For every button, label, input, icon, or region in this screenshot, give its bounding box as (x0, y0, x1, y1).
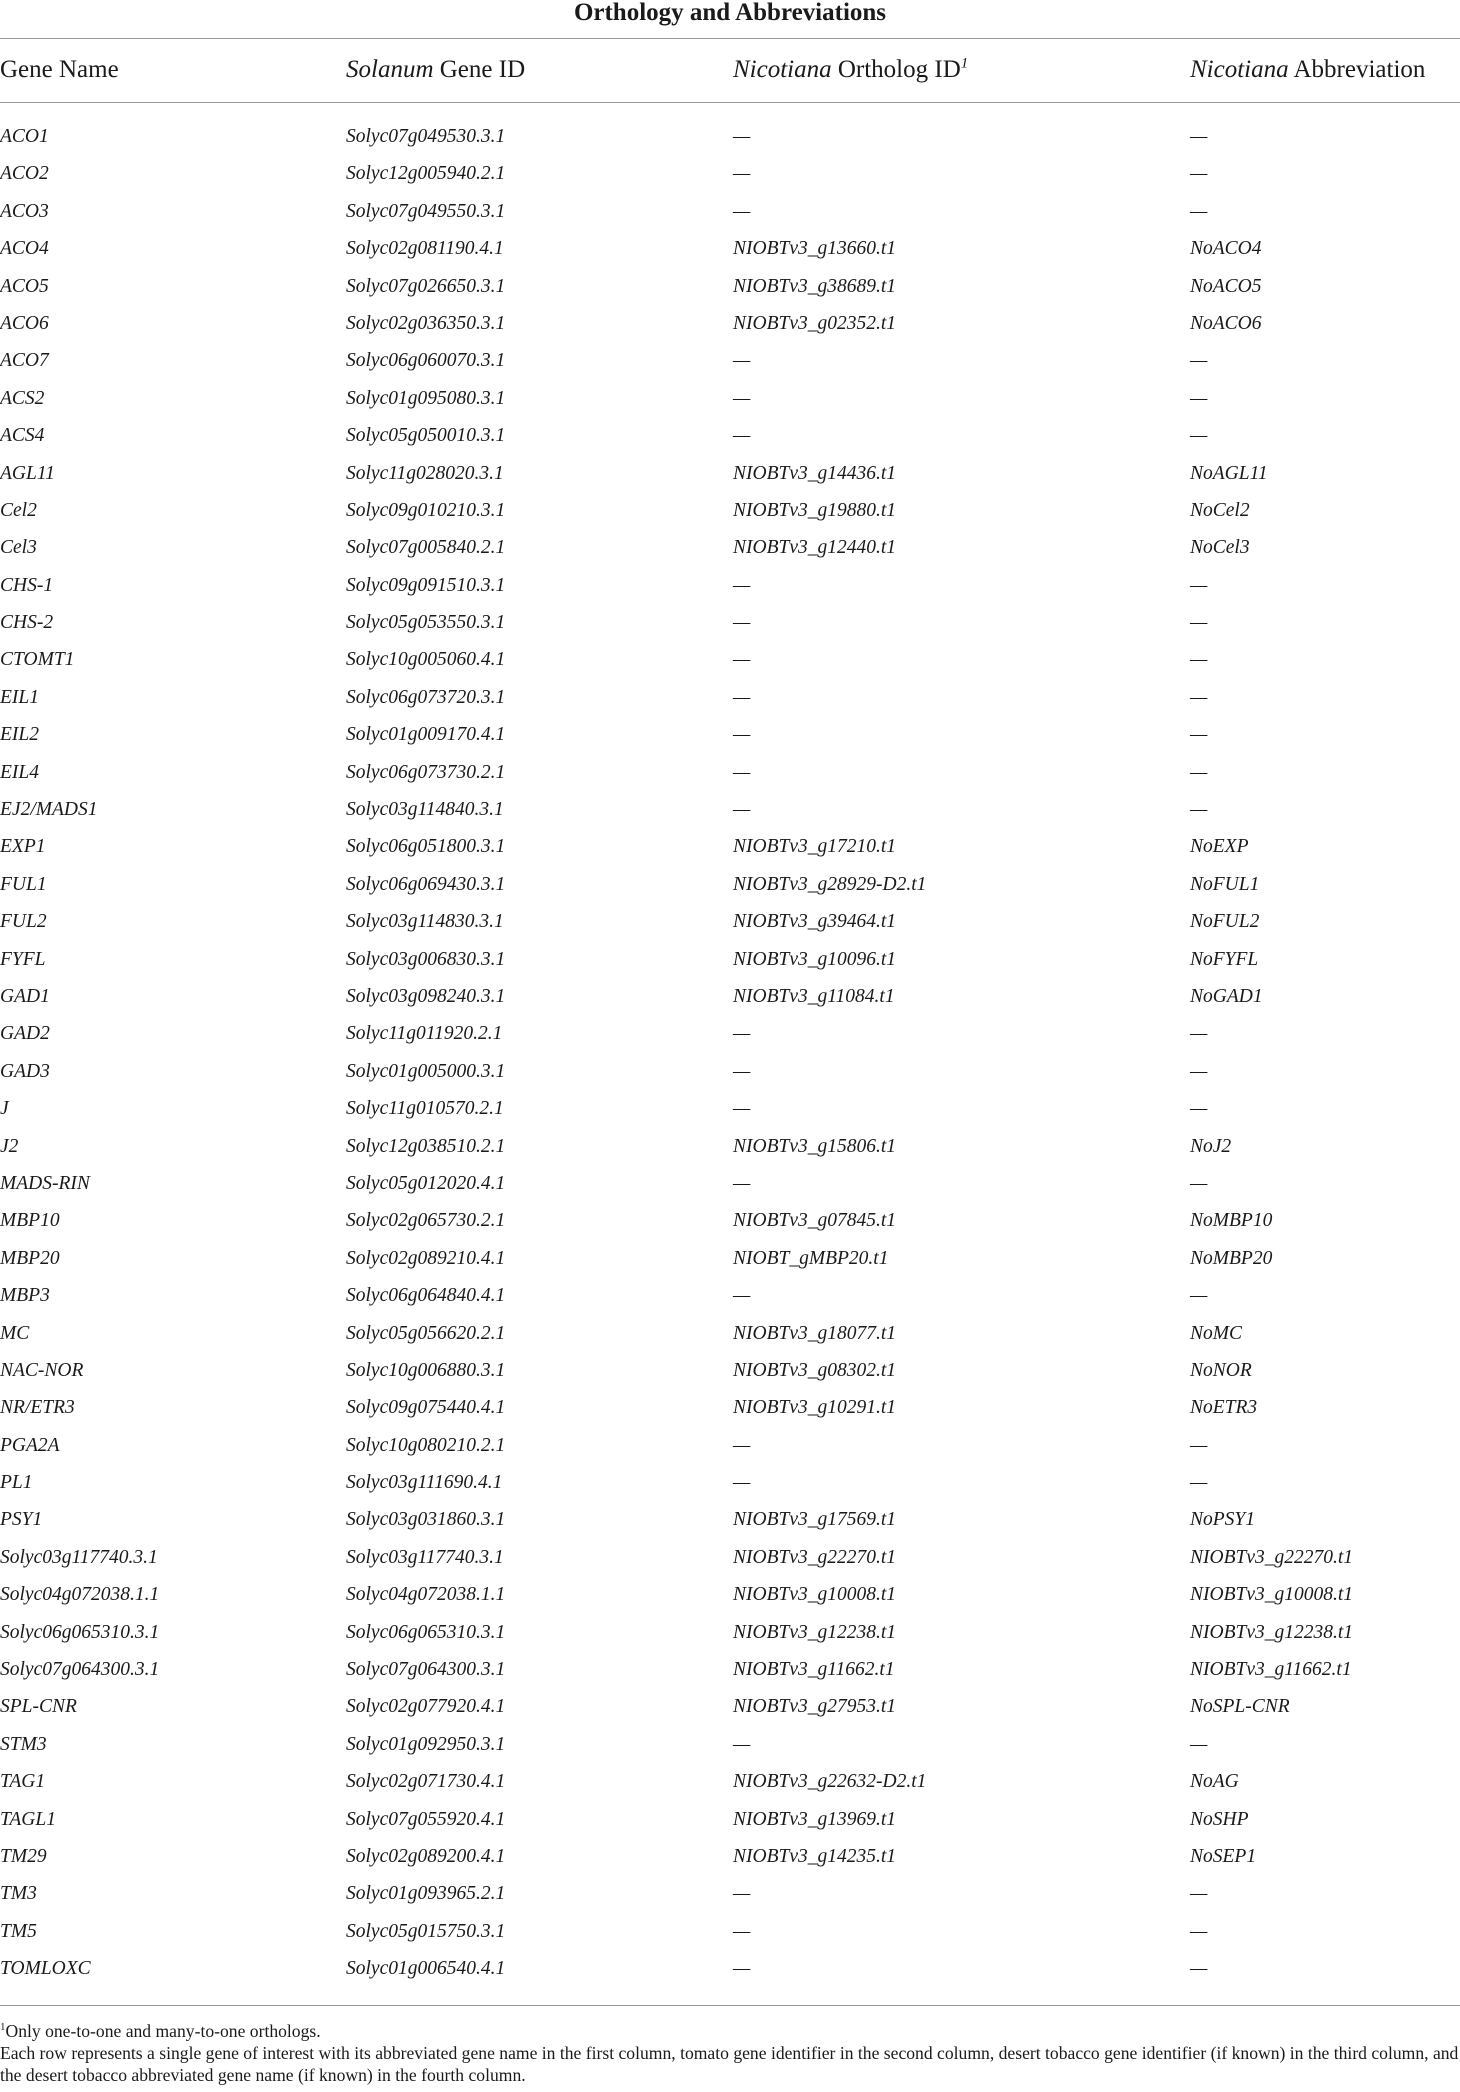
cell-solanum-gene-id: Solyc07g055920.4.1 (346, 1808, 506, 1830)
cell-gene-name: Solyc07g064300.3.1 (0, 1659, 160, 1681)
cell-nicotiana-ortholog-id: — (733, 1958, 751, 1980)
cell-solanum-gene-id: Solyc02g089200.4.1 (346, 1845, 506, 1867)
cell-nicotiana-ortholog-id: NIOBTv3_g10291.t1 (733, 1397, 897, 1419)
cell-nicotiana-abbreviation: NoSEP1 (1190, 1845, 1257, 1867)
cell-nicotiana-abbreviation: — (1190, 686, 1208, 708)
cell-gene-name: ACS4 (0, 425, 45, 447)
cell-nicotiana-ortholog-id: — (733, 761, 751, 783)
cell-solanum-gene-id: Solyc11g011920.2.1 (346, 1023, 503, 1045)
cell-nicotiana-ortholog-id: — (733, 1172, 751, 1194)
cell-gene-name: TM3 (0, 1883, 37, 1905)
cell-nicotiana-abbreviation: NoCel2 (1190, 499, 1250, 521)
cell-nicotiana-ortholog-id: NIOBTv3_g19880.t1 (733, 499, 897, 521)
table-caption: Orthology and Abbreviations (573, 0, 887, 26)
cell-gene-name: AGL11 (0, 462, 55, 484)
cell-gene-name: TAGL1 (0, 1808, 56, 1830)
cell-solanum-gene-id: Solyc03g098240.3.1 (346, 985, 506, 1007)
cell-nicotiana-abbreviation: — (1190, 1920, 1208, 1942)
cell-nicotiana-abbreviation: — (1190, 574, 1208, 596)
table-row (0, 754, 1460, 791)
table-row (0, 1128, 1460, 1165)
cell-nicotiana-ortholog-id: — (733, 1733, 751, 1755)
cell-nicotiana-ortholog-id: NIOBT_gMBP20.t1 (733, 1247, 889, 1269)
cell-nicotiana-ortholog-id: NIOBTv3_g14436.t1 (733, 462, 897, 484)
table-row (0, 1539, 1460, 1576)
cell-gene-name: TM5 (0, 1920, 37, 1942)
cell-nicotiana-ortholog-id: — (733, 163, 751, 185)
cell-gene-name: NAC-NOR (0, 1359, 84, 1381)
cell-gene-name: ACO7 (0, 350, 49, 372)
cell-gene-name: GAD1 (0, 985, 50, 1007)
cell-nicotiana-abbreviation: NIOBTv3_g10008.t1 (1190, 1584, 1354, 1606)
header-bottom-rule (0, 102, 1460, 103)
table-row (0, 1576, 1460, 1613)
cell-nicotiana-ortholog-id: NIOBTv3_g17569.t1 (733, 1509, 897, 1531)
cell-nicotiana-abbreviation: — (1190, 126, 1208, 147)
cell-nicotiana-ortholog-id: NIOBTv3_g27953.t1 (733, 1696, 897, 1718)
header-top-rule (0, 38, 1460, 39)
cell-nicotiana-abbreviation: — (1190, 1434, 1208, 1456)
cell-nicotiana-abbreviation: NoCel3 (1190, 537, 1250, 559)
table-row (0, 1277, 1460, 1314)
cell-solanum-gene-id: Solyc01g006540.4.1 (346, 1958, 506, 1980)
cell-solanum-gene-id: Solyc03g111690.4.1 (346, 1472, 503, 1494)
cell-gene-name: ACO6 (0, 312, 49, 334)
cell-nicotiana-abbreviation: — (1190, 1172, 1208, 1194)
cell-solanum-gene-id: Solyc03g114830.3.1 (346, 911, 504, 933)
cell-nicotiana-ortholog-id: NIOBTv3_g18077.t1 (733, 1322, 897, 1344)
cell-gene-name: PSY1 (0, 1509, 43, 1531)
cell-nicotiana-ortholog-id: — (733, 1920, 751, 1942)
table-row (0, 716, 1460, 753)
cell-nicotiana-abbreviation: NoPSY1 (1190, 1509, 1256, 1531)
cell-gene-name: Solyc03g117740.3.1 (0, 1546, 158, 1568)
cell-gene-name: Solyc04g072038.1.1 (0, 1584, 160, 1606)
cell-gene-name: CHS-1 (0, 574, 54, 596)
cell-nicotiana-abbreviation: — (1190, 612, 1208, 634)
cell-solanum-gene-id: Solyc07g005840.2.1 (346, 537, 506, 559)
cell-gene-name: TAG1 (0, 1771, 46, 1793)
cell-gene-name: MBP10 (0, 1210, 60, 1232)
table-row (0, 1763, 1460, 1800)
cell-nicotiana-abbreviation: NIOBTv3_g22270.t1 (1190, 1546, 1354, 1568)
cell-nicotiana-ortholog-id: — (733, 686, 751, 708)
footnote: $^1$Only one-to-one and many-to-one orthologs. (0, 2021, 321, 2041)
cell-gene-name: TOMLOXC (0, 1958, 91, 1980)
table-row (0, 1875, 1460, 1912)
footnote-marker: 1 (960, 55, 969, 72)
table-row (0, 529, 1460, 566)
cell-gene-name: ACO5 (0, 275, 49, 297)
header-gene-name: Gene Name (0, 56, 119, 83)
cell-gene-name: MC (0, 1322, 30, 1344)
cell-nicotiana-abbreviation: NoACO6 (1190, 312, 1262, 334)
cell-gene-name: GAD2 (0, 1023, 50, 1045)
cell-nicotiana-abbreviation: NoAG (1190, 1771, 1239, 1793)
table-row (0, 1913, 1460, 1950)
cell-gene-name: FYFL (0, 948, 46, 970)
cell-nicotiana-ortholog-id: NIOBTv3_g13969.t1 (733, 1808, 897, 1830)
cell-nicotiana-ortholog-id: — (733, 799, 751, 821)
cell-gene-name: Cel2 (0, 499, 37, 521)
cell-solanum-gene-id: Solyc05g050010.3.1 (346, 425, 506, 447)
cell-solanum-gene-id: Solyc02g071730.4.1 (346, 1771, 506, 1793)
table-row (0, 380, 1460, 417)
table-row (0, 641, 1460, 678)
table-row (0, 941, 1460, 978)
cell-solanum-gene-id: Solyc11g010570.2.1 (346, 1098, 504, 1120)
table-row (0, 1950, 1460, 1987)
cell-solanum-gene-id: Solyc03g031860.3.1 (346, 1509, 506, 1531)
cell-nicotiana-abbreviation: — (1190, 1285, 1208, 1307)
cell-nicotiana-ortholog-id: NIOBTv3_g12238.t1 (733, 1621, 897, 1643)
cell-nicotiana-ortholog-id: — (733, 126, 751, 147)
cell-nicotiana-ortholog-id: — (733, 649, 751, 671)
cell-gene-name: J2 (0, 1135, 19, 1157)
cell-solanum-gene-id: Solyc05g015750.3.1 (346, 1920, 506, 1942)
cell-nicotiana-ortholog-id: — (733, 1285, 751, 1307)
table-description: Each row represents a single gene of interest with its abbreviated gene name in the first column, tomato gene identifier in the second column, desert tobacco gene identifier (if known) in the third column, and the desert tobacco abbreviated gene name (if known) in the fourth column. (0, 2043, 1459, 2085)
cell-solanum-gene-id: Solyc10g005060.4.1 (346, 649, 506, 671)
cell-gene-name: MADS-RIN (0, 1172, 90, 1194)
table-row (0, 1240, 1460, 1277)
cell-nicotiana-abbreviation: NoSPL-CNR (1190, 1696, 1290, 1718)
cell-nicotiana-ortholog-id: — (733, 1472, 751, 1494)
cell-solanum-gene-id: Solyc01g009170.4.1 (346, 724, 506, 746)
table-row (0, 1165, 1460, 1202)
cell-nicotiana-abbreviation: — (1190, 1733, 1208, 1755)
cell-gene-name: FUL1 (0, 873, 47, 895)
cell-solanum-gene-id: Solyc02g077920.4.1 (346, 1696, 506, 1718)
table-row (0, 1651, 1460, 1688)
cell-nicotiana-abbreviation: NoAGL11 (1190, 462, 1268, 484)
cell-gene-name: EIL4 (0, 761, 39, 783)
table-row (0, 1352, 1460, 1389)
cell-nicotiana-ortholog-id: NIOBTv3_g17210.t1 (733, 836, 897, 858)
cell-nicotiana-ortholog-id: — (733, 1098, 751, 1120)
cell-nicotiana-abbreviation: — (1190, 1060, 1208, 1082)
table-row (0, 1614, 1460, 1651)
cell-nicotiana-abbreviation: NoMBP20 (1190, 1247, 1273, 1269)
cell-nicotiana-abbreviation: NoFUL1 (1190, 873, 1260, 895)
table-row (0, 791, 1460, 828)
table-row (0, 1315, 1460, 1352)
cell-solanum-gene-id: Solyc10g080210.2.1 (346, 1434, 506, 1456)
table-row (0, 155, 1460, 192)
cell-gene-name: STM3 (0, 1733, 47, 1755)
cell-solanum-gene-id: Solyc12g005940.2.1 (346, 163, 506, 185)
cell-solanum-gene-id: Solyc12g038510.2.1 (346, 1135, 506, 1157)
cell-nicotiana-abbreviation: — (1190, 799, 1208, 821)
header-solanum-gene-id: Solanum Gene ID (346, 56, 526, 83)
cell-solanum-gene-id: Solyc06g051800.3.1 (346, 836, 506, 858)
cell-gene-name: CHS-2 (0, 612, 54, 634)
cell-nicotiana-ortholog-id: NIOBTv3_g14235.t1 (733, 1845, 897, 1867)
cell-nicotiana-ortholog-id: NIOBTv3_g12440.t1 (733, 537, 897, 559)
cell-nicotiana-abbreviation: — (1190, 200, 1208, 222)
cell-gene-name: EJ2/MADS1 (0, 799, 98, 821)
cell-nicotiana-ortholog-id: — (733, 574, 751, 596)
cell-solanum-gene-id: Solyc02g081190.4.1 (346, 238, 504, 260)
header-nicotiana-ortholog-id: Nicotiana Ortholog $ID^1$ (733, 55, 969, 83)
cell-solanum-gene-id: Solyc06g073730.2.1 (346, 761, 506, 783)
cell-nicotiana-abbreviation: NoMC (1190, 1322, 1243, 1344)
table-header (0, 40, 1460, 100)
cell-solanum-gene-id: Solyc06g065310.3.1 (346, 1621, 506, 1643)
cell-nicotiana-abbreviation: NoETR3 (1190, 1397, 1258, 1419)
cell-nicotiana-abbreviation: — (1190, 1098, 1208, 1120)
cell-nicotiana-abbreviation: NIOBTv3_g12238.t1 (1190, 1621, 1354, 1643)
cell-gene-name: Solyc06g065310.3.1 (0, 1621, 160, 1643)
cell-solanum-gene-id: Solyc11g028020.3.1 (346, 462, 504, 484)
cell-solanum-gene-id: Solyc07g049550.3.1 (346, 200, 506, 222)
cell-nicotiana-abbreviation: — (1190, 425, 1208, 447)
cell-nicotiana-abbreviation: — (1190, 1472, 1208, 1494)
cell-gene-name: ACS2 (0, 387, 45, 409)
cell-nicotiana-ortholog-id: NIOBTv3_g11084.t1 (733, 985, 895, 1007)
cell-solanum-gene-id: Solyc03g117740.3.1 (346, 1546, 504, 1568)
cell-solanum-gene-id: Solyc05g012020.4.1 (346, 1172, 506, 1194)
table-row (0, 417, 1460, 454)
cell-gene-name: GAD3 (0, 1060, 50, 1082)
table-row (0, 305, 1460, 342)
cell-nicotiana-ortholog-id: NIOBTv3_g28929-D2.t1 (733, 873, 927, 895)
table-row (0, 455, 1460, 492)
cell-solanum-gene-id: Solyc06g060070.3.1 (346, 350, 506, 372)
table-row (0, 1501, 1460, 1538)
cell-nicotiana-ortholog-id: NIOBTv3_g22270.t1 (733, 1546, 897, 1568)
cell-nicotiana-ortholog-id: NIOBTv3_g10008.t1 (733, 1584, 897, 1606)
cell-nicotiana-abbreviation: NoACO4 (1190, 238, 1262, 260)
cell-nicotiana-abbreviation: NoFYFL (1190, 948, 1259, 970)
table-row (0, 1090, 1460, 1127)
cell-solanum-gene-id: Solyc03g114840.3.1 (346, 799, 504, 821)
cell-nicotiana-ortholog-id: — (733, 1434, 751, 1456)
cell-gene-name: ACO2 (0, 163, 49, 185)
cell-solanum-gene-id: Solyc01g005000.3.1 (346, 1060, 506, 1082)
cell-solanum-gene-id: Solyc02g036350.3.1 (346, 312, 506, 334)
cell-solanum-gene-id: Solyc09g091510.3.1 (346, 574, 506, 596)
cell-nicotiana-abbreviation: — (1190, 163, 1208, 185)
table-row (0, 193, 1460, 230)
table-row (0, 492, 1460, 529)
cell-nicotiana-abbreviation: NIOBTv3_g11662.t1 (1190, 1659, 1352, 1681)
table-row (0, 1427, 1460, 1464)
cell-gene-name: MBP20 (0, 1247, 60, 1269)
table-row (0, 342, 1460, 379)
cell-gene-name: J (0, 1098, 9, 1120)
cell-gene-name: SPL-CNR (0, 1696, 77, 1718)
table-row (0, 903, 1460, 940)
cell-nicotiana-ortholog-id: NIOBTv3_g22632-D2.t1 (733, 1771, 927, 1793)
cell-nicotiana-ortholog-id: NIOBTv3_g02352.t1 (733, 312, 897, 334)
cell-nicotiana-ortholog-id: — (733, 350, 751, 372)
cell-solanum-gene-id: Solyc05g056620.2.1 (346, 1322, 506, 1344)
cell-solanum-gene-id: Solyc07g026650.3.1 (346, 275, 506, 297)
table-body (0, 118, 1460, 1988)
table-row (0, 1838, 1460, 1875)
cell-solanum-gene-id: Solyc07g049530.3.1 (346, 126, 506, 147)
cell-nicotiana-ortholog-id: NIOBTv3_g38689.t1 (733, 275, 897, 297)
cell-nicotiana-ortholog-id: NIOBTv3_g15806.t1 (733, 1135, 897, 1157)
cell-nicotiana-abbreviation: NoACO5 (1190, 275, 1262, 297)
table-row (0, 118, 1460, 155)
cell-solanum-gene-id: Solyc05g053550.3.1 (346, 612, 506, 634)
cell-nicotiana-ortholog-id: — (733, 200, 751, 222)
cell-gene-name: TM29 (0, 1845, 47, 1867)
cell-gene-name: EXP1 (0, 836, 46, 858)
cell-solanum-gene-id: Solyc02g089210.4.1 (346, 1247, 506, 1269)
cell-nicotiana-abbreviation: — (1190, 724, 1208, 746)
cell-gene-name: MBP3 (0, 1285, 50, 1307)
table-row (0, 1801, 1460, 1838)
cell-nicotiana-abbreviation: — (1190, 1958, 1208, 1980)
table-row (0, 978, 1460, 1015)
cell-nicotiana-ortholog-id: NIOBTv3_g08302.t1 (733, 1359, 897, 1381)
cell-gene-name: ACO1 (0, 126, 49, 147)
cell-nicotiana-abbreviation: NoEXP (1190, 836, 1249, 858)
cell-gene-name: ACO4 (0, 238, 49, 260)
cell-nicotiana-abbreviation: — (1190, 387, 1208, 409)
cell-nicotiana-ortholog-id: — (733, 724, 751, 746)
table-row (0, 1053, 1460, 1090)
cell-nicotiana-abbreviation: — (1190, 761, 1208, 783)
table-row (0, 230, 1460, 267)
cell-solanum-gene-id: Solyc03g006830.3.1 (346, 948, 506, 970)
table-row (0, 1202, 1460, 1239)
cell-nicotiana-abbreviation: — (1190, 350, 1208, 372)
cell-solanum-gene-id: Solyc09g010210.3.1 (346, 499, 506, 521)
cell-gene-name: EIL1 (0, 686, 39, 708)
cell-gene-name: CTOMT1 (0, 649, 75, 671)
cell-gene-name: FUL2 (0, 911, 47, 933)
cell-nicotiana-ortholog-id: — (733, 612, 751, 634)
cell-solanum-gene-id: Solyc01g095080.3.1 (346, 387, 506, 409)
cell-gene-name: PGA2A (0, 1434, 60, 1456)
cell-solanum-gene-id: Solyc04g072038.1.1 (346, 1584, 506, 1606)
cell-gene-name: PL1 (0, 1472, 33, 1494)
cell-solanum-gene-id: Solyc01g092950.3.1 (346, 1733, 506, 1755)
cell-nicotiana-ortholog-id: — (733, 1060, 751, 1082)
table-row (0, 604, 1460, 641)
cell-nicotiana-ortholog-id: — (733, 1883, 751, 1905)
cell-nicotiana-abbreviation: NoJ2 (1190, 1135, 1232, 1157)
table-row (0, 1464, 1460, 1501)
table-row (0, 567, 1460, 604)
cell-nicotiana-abbreviation: NoMBP10 (1190, 1210, 1273, 1232)
cell-nicotiana-abbreviation: NoSHP (1190, 1808, 1249, 1830)
cell-solanum-gene-id: Solyc09g075440.4.1 (346, 1397, 506, 1419)
header-nicotiana-abbreviation: Nicotiana Abbreviation (1190, 56, 1426, 83)
table-row (0, 1726, 1460, 1763)
cell-nicotiana-ortholog-id: — (733, 1023, 751, 1045)
cell-solanum-gene-id: Solyc06g073720.3.1 (346, 686, 506, 708)
table-footer (0, 2020, 1460, 2086)
cell-gene-name: Cel3 (0, 537, 37, 559)
cell-nicotiana-abbreviation: — (1190, 1023, 1208, 1045)
cell-solanum-gene-id: Solyc07g064300.3.1 (346, 1659, 506, 1681)
table-row (0, 1688, 1460, 1725)
table-row (0, 828, 1460, 865)
cell-nicotiana-abbreviation: — (1190, 1883, 1208, 1905)
cell-solanum-gene-id: Solyc06g064840.4.1 (346, 1285, 506, 1307)
cell-nicotiana-ortholog-id: — (733, 425, 751, 447)
table-bottom-rule (0, 2005, 1460, 2006)
cell-solanum-gene-id: Solyc02g065730.2.1 (346, 1210, 506, 1232)
cell-nicotiana-ortholog-id: NIOBTv3_g13660.t1 (733, 238, 897, 260)
cell-nicotiana-abbreviation: — (1190, 649, 1208, 671)
cell-nicotiana-ortholog-id: — (733, 387, 751, 409)
cell-solanum-gene-id: Solyc06g069430.3.1 (346, 873, 506, 895)
table-row (0, 866, 1460, 903)
table-row (0, 1015, 1460, 1052)
cell-nicotiana-abbreviation: NoFUL2 (1190, 911, 1260, 933)
table-row (0, 268, 1460, 305)
table-row (0, 679, 1460, 716)
cell-nicotiana-ortholog-id: NIOBTv3_g10096.t1 (733, 948, 897, 970)
cell-solanum-gene-id: Solyc01g093965.2.1 (346, 1883, 506, 1905)
cell-solanum-gene-id: Solyc10g006880.3.1 (346, 1359, 506, 1381)
cell-nicotiana-ortholog-id: NIOBTv3_g39464.t1 (733, 911, 897, 933)
cell-gene-name: EIL2 (0, 724, 39, 746)
cell-nicotiana-ortholog-id: NIOBTv3_g07845.t1 (733, 1210, 897, 1232)
cell-nicotiana-abbreviation: NoNOR (1190, 1359, 1252, 1381)
cell-nicotiana-abbreviation: NoGAD1 (1190, 985, 1263, 1007)
cell-gene-name: NR/ETR3 (0, 1397, 75, 1419)
cell-gene-name: ACO3 (0, 200, 49, 222)
cell-nicotiana-ortholog-id: NIOBTv3_g11662.t1 (733, 1659, 895, 1681)
table-row (0, 1389, 1460, 1426)
